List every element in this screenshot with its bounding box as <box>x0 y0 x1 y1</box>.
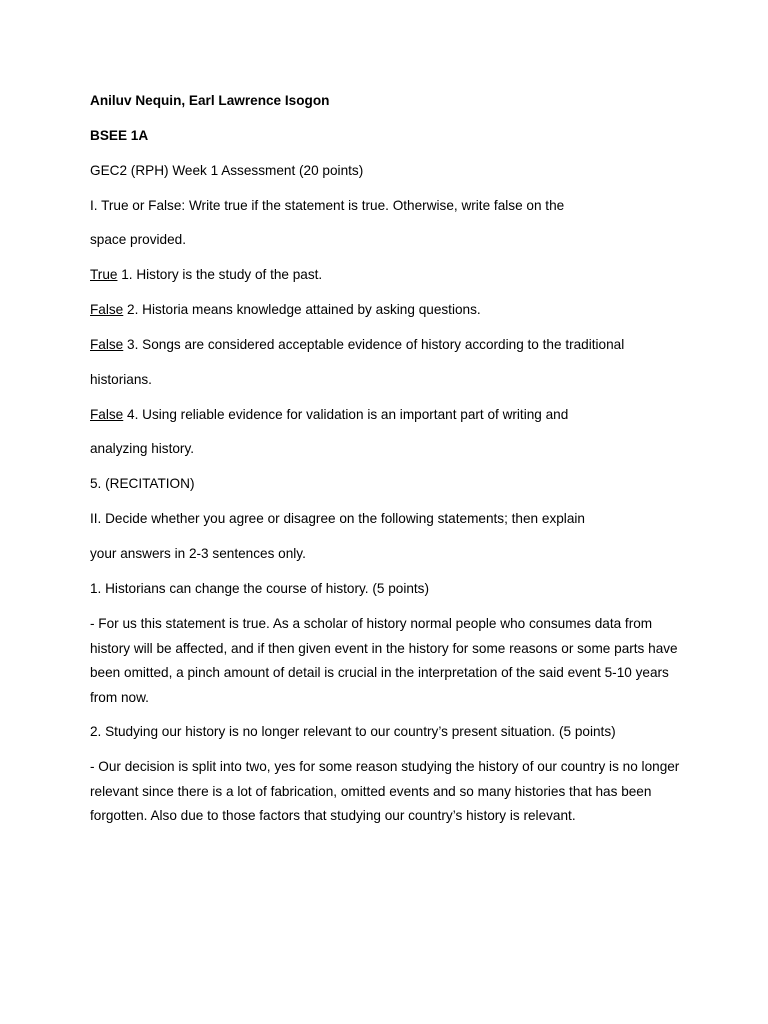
tf-statement: 3. Songs are considered acceptable evidence of history according to the traditional <box>123 337 625 352</box>
student-names: Aniluv Nequin, Earl Lawrence Isogon <box>90 93 330 108</box>
tf-item-4 <box>90 406 568 424</box>
tf-answer: True <box>90 267 118 282</box>
tf-item-3 <box>90 336 624 354</box>
tf-answer: False <box>90 337 124 352</box>
tf-item-3-continuation: historians. <box>90 372 152 387</box>
tf-answer: False <box>90 407 124 422</box>
tf-item-4-continuation: analyzing history. <box>90 441 195 456</box>
essay-answer-2: - Our decision is split into two, yes for some reason studying the history of our country is no longer relevant since there is a lot of fabrication, omitted events and so many histories that has been forgotten. Also due to those factors that studying our country’s history is relevant. <box>90 759 680 823</box>
part1-instruction-line2: space provided. <box>90 232 186 247</box>
tf-statement: 2. Historia means knowledge attained by asking questions. <box>123 302 481 317</box>
tf-answer: False <box>90 302 124 317</box>
section-label: BSEE 1A <box>90 128 149 143</box>
tf-item-1 <box>90 266 322 284</box>
tf-statement: 4. Using reliable evidence for validation is an important part of writing and <box>123 407 569 422</box>
part1-instruction-line1: I. True or False: Write true if the statement is true. Otherwise, write false on the <box>90 198 565 213</box>
tf-item-2 <box>90 301 481 319</box>
tf-statement: 1. History is the study of the past. <box>117 267 323 282</box>
assessment-title: GEC2 (RPH) Week 1 Assessment (20 points) <box>90 163 364 178</box>
essay-question-2: 2. Studying our history is no longer relevant to our country’s present situation. (5 points) <box>90 724 616 739</box>
essay-answer-1: - For us this statement is true. As a scholar of history normal people who consumes data from history will be affected, and if then given event in the history for some reasons or some parts have been omitted, a pinch amount of detail is crucial in the interpretation of the said event 5-10 years from now. <box>90 616 678 705</box>
essay-question-1: 1. Historians can change the course of history. (5 points) <box>90 581 430 596</box>
tf-item-5: 5. (RECITATION) <box>90 476 195 491</box>
part2-instruction-line2: your answers in 2-3 sentences only. <box>90 546 306 561</box>
part2-instruction-line1: II. Decide whether you agree or disagree on the following statements; then explain <box>90 511 585 526</box>
